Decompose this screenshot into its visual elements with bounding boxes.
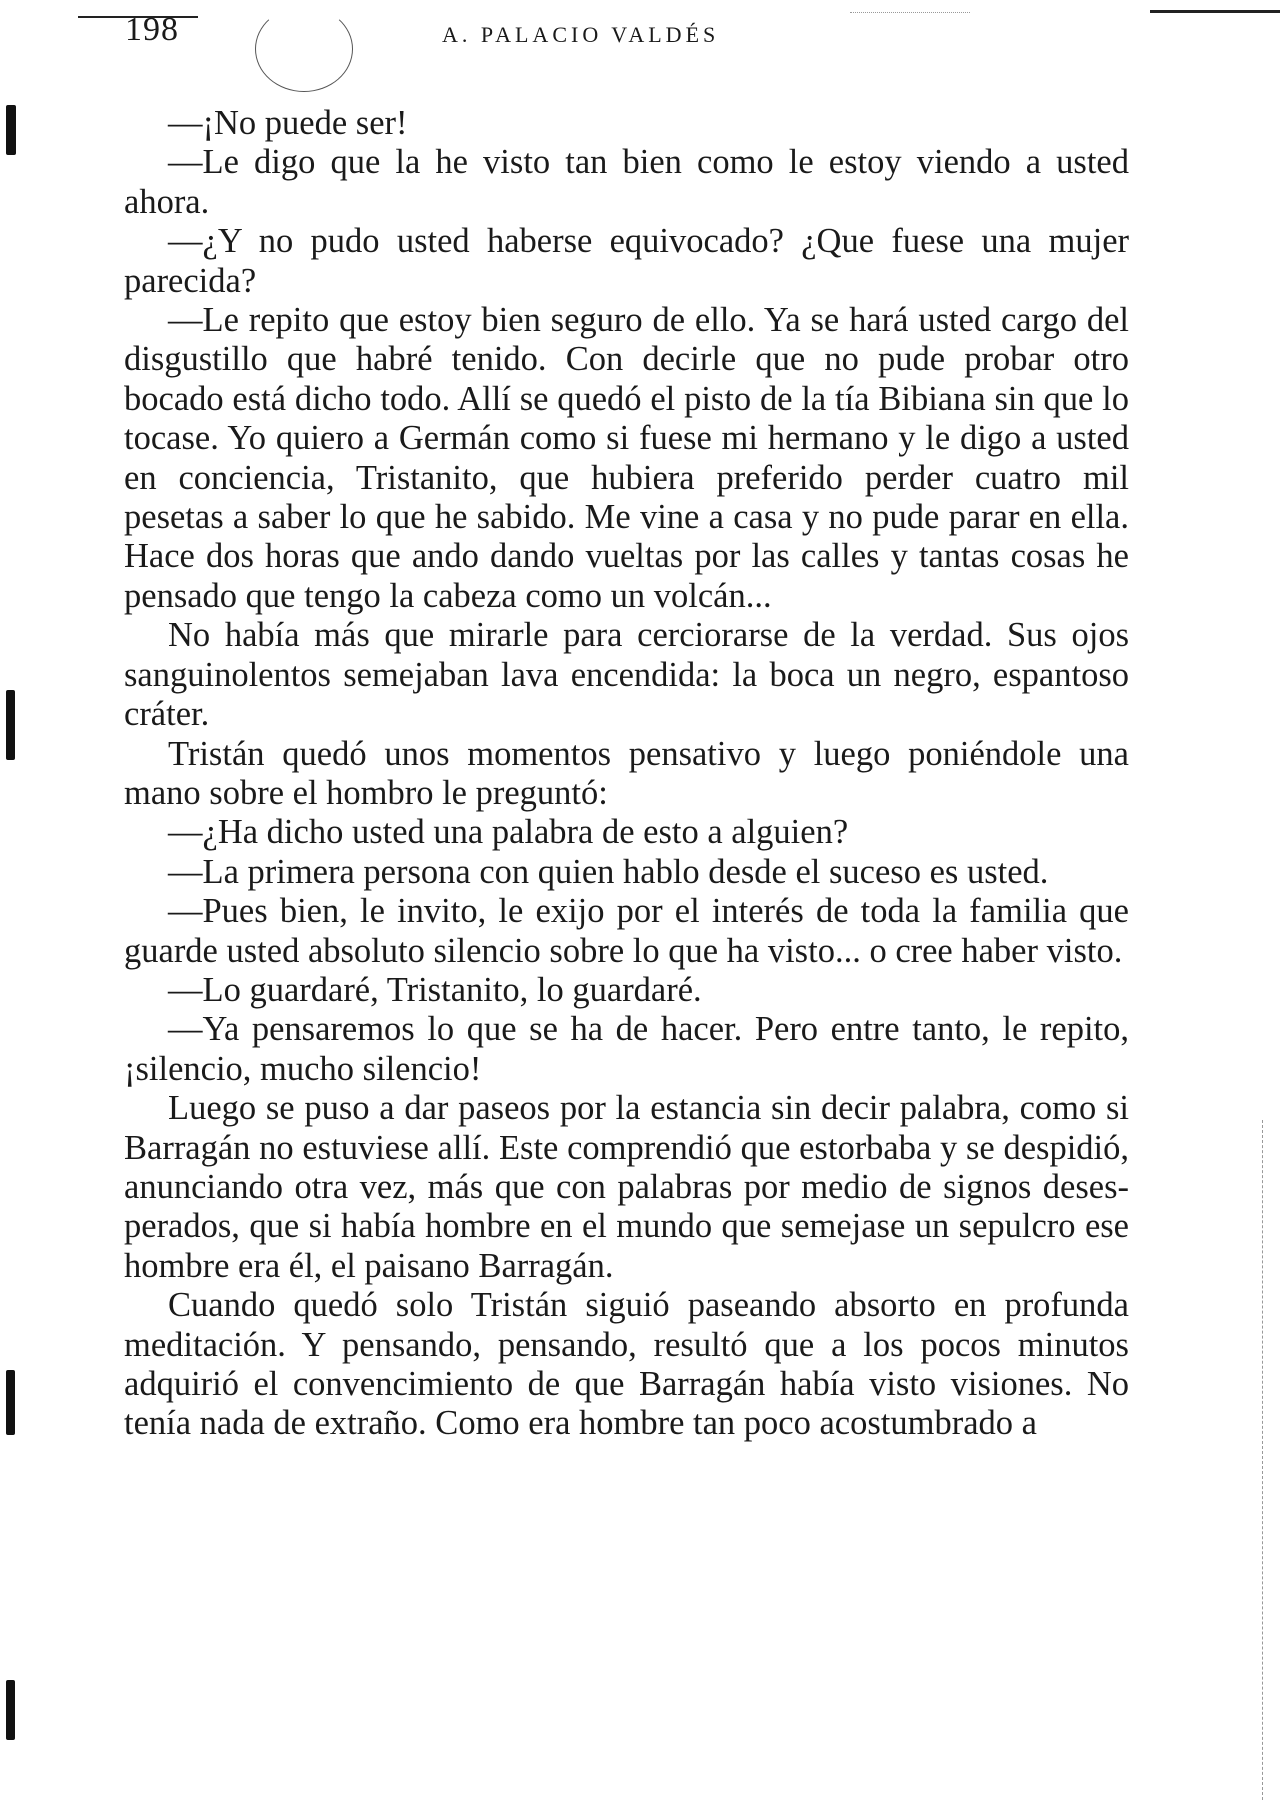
margin-mark xyxy=(6,105,16,155)
paragraph: Cuando quedó solo Tristán siguió paseando absorto en profunda meditación. Y pensando, pensando, resultó que a los pocos minutos adquirió el convencimiento de que Barragán había visto visiones. No tenía nada de extraño. Como era hombre tan poco acostumbrado a xyxy=(124,1286,1129,1443)
page-edge-line xyxy=(1262,1120,1264,1800)
margin-mark xyxy=(6,1680,15,1740)
paragraph: —¿Ha dicho usted una palabra de esto a alguien? xyxy=(168,813,849,852)
paragraph: —Le digo que la he visto tan bien como le estoy viendo a usted ahora. xyxy=(124,143,1129,221)
paragraph: No había más que mirarle para cerciorarse de la verdad. Sus ojos sanguinolentos semejaban lava encendida: la boca un negro, espantoso cráter. xyxy=(124,616,1129,734)
paragraph: —Lo guardaré, Tristanito, lo guardaré. xyxy=(168,970,702,1009)
margin-mark xyxy=(6,1370,15,1435)
margin-mark xyxy=(6,690,15,760)
paragraph: —¡No puede ser! xyxy=(168,104,408,142)
paragraph: Luego se puso a dar paseos por la estancia sin decir palabra, como si Barragán no estuviese allí. Este comprendió que estorbaba y se despidió, anunciando otra vez, más que con palabras por medio de signos desesperados, que si había hombre en el mundo que semejase un sepulcro ese hombre era él, el paisano Barragán. xyxy=(124,1089,1129,1285)
paragraph: —Le repito que estoy bien seguro de ello. Ya se hará usted cargo del disgustillo que habré tenido. Con decirle que no pude probar otro bocado está dicho todo. Allí se quedó el pisto de la tía Bibiana sin que lo tocase. Yo quiero a Germán como si fuese mi hermano y le digo a usted en conciencia, Tristanito, que hubiera preferido perder cuatro mil pesetas a saber lo que he sabido. Me vine a casa y no pude parar en ella. Hace dos horas que ando dando vueltas por las calles y tantas cosas he pensado que tengo la cabeza como un volcán... xyxy=(124,301,1129,615)
paragraph: —¿Y no pudo usted haberse equivocado? ¿Que fuese una mujer parecida? xyxy=(124,222,1129,300)
page-number: 198 xyxy=(125,11,179,48)
paragraph: Tristán quedó unos momentos pensativo y luego poniéndole una mano sobre el hombro le preguntó: xyxy=(124,734,1129,812)
body-text xyxy=(124,104,1129,1444)
paragraph: —Pues bien, le invito, le exijo por el interés de toda la familia que guarde usted absoluto silencio sobre lo que ha visto... o cree haber visto. xyxy=(124,892,1129,970)
running-head: A. PALACIO VALDÉS xyxy=(442,22,720,47)
page-header xyxy=(0,0,1280,70)
paragraph: —La primera persona con quien hablo desde el suceso es usted. xyxy=(168,852,1049,891)
paragraph: —Ya pensaremos lo que se ha de hacer. Pero entre tanto, le repito, ¡silencio, mucho silencio! xyxy=(124,1010,1129,1088)
